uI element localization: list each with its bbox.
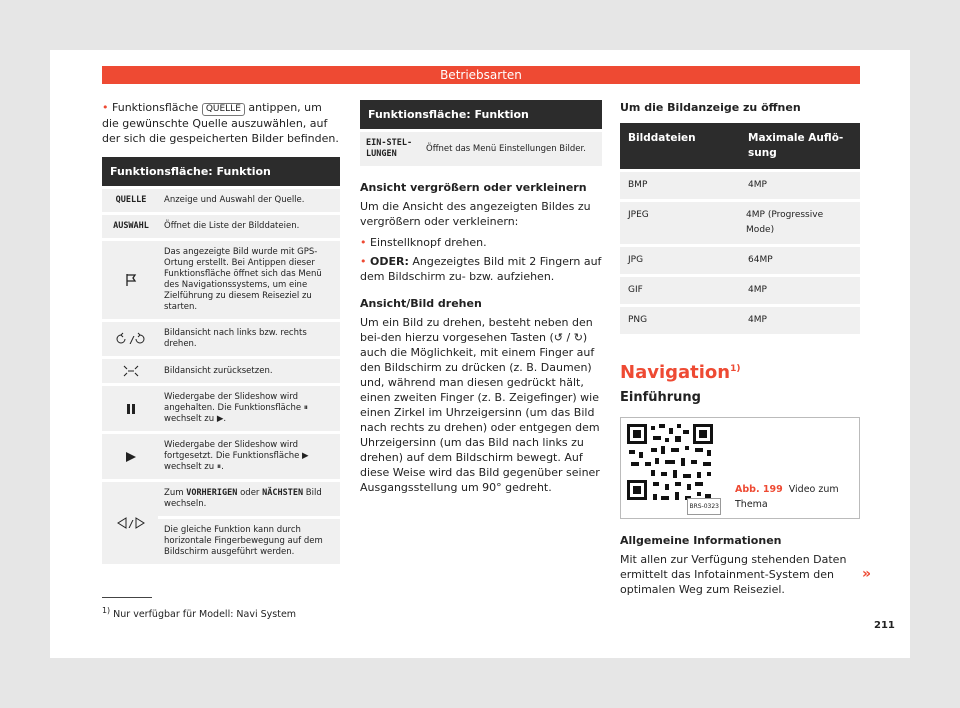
table-row: AUSWAHL Öffnet die Liste der Bilddateien. [102, 212, 340, 238]
table-row: JPEG 4MP (Progressive Mode) [620, 199, 860, 244]
open-heading: Um die Bildanzeige zu öffnen [620, 101, 801, 114]
section-header: Betriebsarten [102, 66, 860, 84]
table-header: Bilddateien Maximale Auflö-sung [620, 123, 860, 169]
pause-icon [126, 403, 136, 415]
table-row: QUELLE Anzeige und Auswahl der Quelle. [102, 186, 340, 212]
intro-paragraph: • Funktionsfläche QUELLE antippen, um die gewünschte Quelle auszuwählen, auf der sich die gespeicherten Bilder befinden. [102, 101, 339, 145]
footnote-divider [102, 597, 152, 598]
bullet-item: • ODER: Angezeigtes Bild mit 2 Fingern auf dem Bildschirm zu- bzw. aufziehen. [360, 255, 602, 283]
bullet-item: • Einstellknopf drehen. [360, 236, 487, 249]
table-row: Das angezeigte Bild wurde mit GPS-Ortung erstellt. Bei Antippen dieser Funktionsfläche öffnet sich das Menü des Navigationssystems, um eine Zielführung zu diesem Reiseziel zu starten. [102, 238, 340, 319]
video-figure [620, 417, 860, 519]
table-row: / Bildansicht nach links bzw. rechts drehen. [102, 319, 340, 356]
bullet-icon: • [102, 101, 109, 114]
table-row: GIF 4MP [620, 274, 860, 304]
rotate-paragraph: Um ein Bild zu drehen, besteht neben den bei-den hierzu vorgesehen Tasten (↺ / ↻) auch die Möglichkeit, mit einem Finger auf den Bildschirm zu drücken (z. B. Daumen) und, während man diesen gedrückt hält, einen zweiten Finger (z. B. Zeigefinger) wie einen Zirkel im Uhrzeigersinn (um das Bild nach rechts zu drehen) oder entgegen dem Uhrzeigersinn (um das Bild nach links zu drehen) auf dem Bildschirm bewegt. Auf diese Weise wird das Bild gegenüber seiner Ausgangsstellung um 90° gedreht. [360, 316, 600, 494]
qr-code-icon[interactable] [625, 422, 715, 508]
bullet-icon: • [360, 236, 367, 249]
zoom-heading: Ansicht vergrößern oder verkleinern [360, 181, 587, 194]
table-title: Funktionsfläche: Funktion [360, 100, 602, 129]
svg-text:/: / [128, 519, 135, 530]
table-row: JPG 64MP [620, 244, 860, 274]
info-paragraph: Mit allen zur Verfügung stehenden Daten ermittelt das Infotainment-System den optimalen Weg zum Reiseziel. [620, 553, 847, 596]
info-heading: Allgemeine Informationen [620, 534, 782, 547]
table-row: BMP 4MP [620, 169, 860, 199]
function-table-left [102, 157, 340, 564]
rotate-icons [114, 332, 148, 346]
table-title: Funktionsfläche: Funktion [102, 157, 340, 186]
footnote: $^{1)}$ Nur verfügbar für Modell: Navi System [102, 606, 297, 621]
continued-marker: » [862, 566, 872, 582]
prev-next-icon [116, 516, 146, 530]
table-row: Wiedergabe der Slideshow wird angehalten. Die Funktionsfläche ⏸ wechselt zu ▶. [102, 383, 340, 431]
zoom-paragraph: Um die Ansicht des angezeigten Bildes zu vergrößern oder verkleinern: [360, 200, 591, 228]
figure-caption: Abb. 199 Video zum Thema [735, 484, 839, 510]
table-row: EIN-STEL-LUNGEN Öffnet das Menü Einstellungen Bilder. [360, 129, 602, 166]
rotate-heading: Ansicht/Bild drehen [360, 297, 482, 310]
image-format-table [620, 123, 860, 334]
bullet-icon: • [360, 255, 367, 268]
reset-view-icon [123, 365, 139, 377]
intro-title: Einführung [620, 390, 701, 405]
play-icon [125, 451, 137, 463]
quelle-key: QUELLE [202, 103, 245, 116]
figure-code: BRS-0323 [687, 498, 721, 515]
table-row: / Zum VORHERIGEN oder NÄCHSTEN Bild wechseln. Die gleiche Funktion kann durch horizontale Fingerbewegung auf dem Bildschirm ausgeführt werden. [102, 479, 340, 564]
middle-column [360, 100, 602, 495]
table-row: Wiedergabe der Slideshow wird fortgesetzt. Die Funktionsfläche ▶ wechselt zu ⏸. [102, 431, 340, 479]
page-number: 211 [874, 620, 895, 631]
table-row: PNG 4MP [620, 304, 860, 334]
right-column [620, 100, 860, 597]
table-row: Bildansicht zurücksetzen. [102, 356, 340, 383]
flag-icon [124, 273, 138, 287]
navigation-title: Navigation$^{1)}$ [620, 362, 741, 383]
left-column [102, 100, 340, 564]
svg-text:/: / [129, 335, 136, 346]
